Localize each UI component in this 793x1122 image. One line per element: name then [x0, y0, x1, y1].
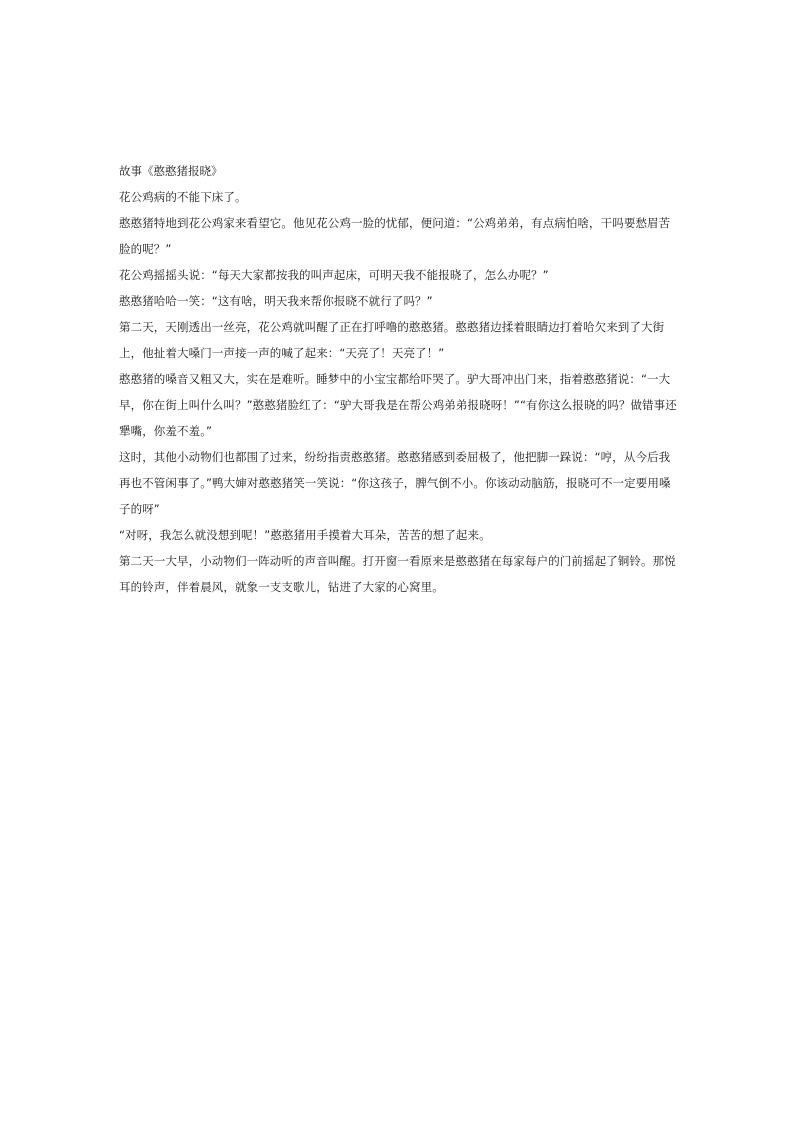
paragraph-9: 第二天一大早，小动物们一阵动听的声音叫醒。打开窗一看原来是憨憨猪在每家每户的门前摇起了铜铃。那悦耳的铃声，伴着晨风，就象一支支歌儿，钻进了大家的心窝里。 [119, 554, 676, 594]
paragraph-2: 憨憨猪特地到花公鸡家来看望它。他见花公鸡一脸的忧郁，便问道：“公鸡弟弟，有点病怕啥，干吗要愁眉苦脸的呢？” [119, 216, 671, 256]
paragraph-5: 第二天，天刚透出一丝亮，花公鸡就叫醒了正在打呼噜的憨憨猪。憨憨猪边揉着眼睛边打着哈欠来到了大街上，他扯着大嗓门一声接一声的喊了起来：“天亮了！天亮了！” [119, 320, 665, 360]
story-title: 故事《憨憨猪报晓》 [119, 164, 223, 178]
paragraph-8: “对呀，我怎么就没想到呢！”憨憨猪用手摸着大耳朵，苦苦的想了起来。 [119, 528, 491, 542]
paragraph-4: 憨憨猪哈哈一笑：“这有啥，明天我来帮你报晓不就行了吗？” [119, 294, 433, 308]
paragraph-1: 花公鸡病的不能下床了。 [119, 190, 247, 204]
document-page [119, 158, 679, 600]
paragraph-6: 憨憨猪的嗓音又粗又大，实在是难听。睡梦中的小宝宝都给吓哭了。驴大哥冲出门来，指着憨憨猪说：“一大早，你在街上叫什么叫？”憨憨猪脸红了：“驴大哥我是在帮公鸡弟弟报晓呀！”“有你这么报晓的吗？做错事还犟嘴，你羞不羞。” [119, 372, 677, 438]
paragraph-3: 花公鸡摇摇头说：“每天大家都按我的叫声起床，可明天我不能报晓了，怎么办呢？” [119, 268, 549, 282]
paragraph-7: 这时，其他小动物们也都围了过来，纷纷指责憨憨猪。憨憨猪感到委屈极了，他把脚一跺说：“哼，从今后我再也不管闲事了。”鸭大婶对憨憨猪笑一笑说：“你这孩子，脾气倒不小。你该动动脑筋，报晓可不一定要用嗓子的呀” [119, 450, 671, 516]
